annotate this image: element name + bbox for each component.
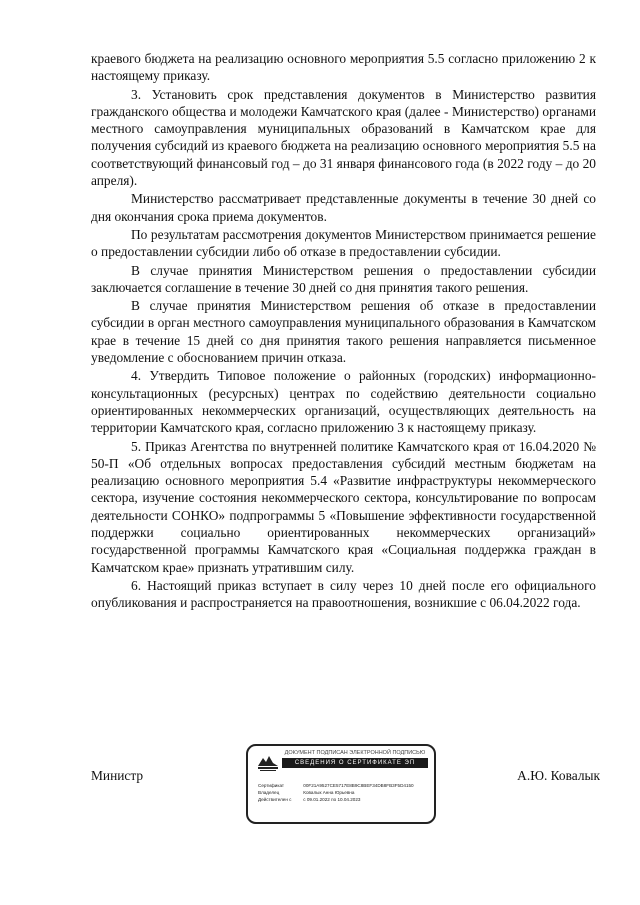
stamp-title: ДОКУМЕНТ ПОДПИСАН ЭЛЕКТРОННОЙ ПОДПИСЬЮ	[284, 750, 426, 756]
paragraph-9: 6. Настоящий приказ вступает в силу через 10 дней после его официального опубликования и распространяется на правоотношения, возникшие с 06.04.2022 года.	[91, 577, 596, 611]
stamp-value: с 09.01.2022 по 10.04.2023	[303, 797, 361, 802]
signatory-position: Министр	[91, 768, 144, 783]
stamp-header-bar: СВЕДЕНИЯ О СЕРТИФИКАТЕ ЭП	[282, 758, 428, 768]
paragraph-5: В случае принятия Министерством решения о предоставлении субсидии заключается соглашение в течение 30 дней со дня принятия такого решения.	[91, 262, 596, 295]
paragraph-8: 5. Приказ Агентства по внутренней политике Камчатского края от 16.04.2020 № 50-П «Об отдельных вопросах предоставления субсидий местным бюджетам на реализацию основного мероприятия 5.4 «Развитие инфраструктуры некоммерческого сектора, изучение состояния некоммерческого сектора, консультирование по вопросам деятельности СОНКО» подпрограммы 5 «Повышение эффективности государственной поддержки социально ориентированных некоммерческих организаций» государственной программы Камчатского края «Социальная поддержка граждан в Камчатском крае» признать утратившим силу.	[91, 438, 596, 575]
paragraph-6: В случае принятия Министерством решения об отказе в предоставлении субсидии в орган местного самоуправления муниципального образования в Камчатском крае в течение 15 дней со дня принятия такого решения направляется письменное уведомление с обоснованием причин отказа.	[91, 298, 596, 366]
paragraph-1: краевого бюджета на реализацию основного мероприятия 5.5 согласно приложению 2 к настоящему приказу.	[91, 51, 596, 84]
stamp-row-owner	[258, 789, 428, 796]
paragraph-7: 4. Утвердить Типовое положение о районных (городских) информационно-консультационных (ресурсных) центрах по содействию деятельности социально ориентированных некоммерческих организаций, осуществляющих деятельность на территории Камчатского края, согласно приложению 3 к настоящему приказу.	[91, 368, 596, 436]
paragraph-3: Министерство рассматривает представленные документы в течение 30 дней со дня окончания срока приема документов.	[91, 191, 596, 224]
stamp-details	[258, 782, 428, 803]
paragraph-4: По результатам рассмотрения документов Министерством принимается решение о предоставлении субсидии либо об отказе в предоставлении субсидии.	[91, 226, 596, 260]
stamp-value: 00F21A9527CE5717E8B9C8BEF34DB8FB3F5D4150	[303, 783, 414, 788]
stamp-row-certificate	[258, 782, 428, 789]
electronic-signature-stamp	[246, 744, 436, 824]
paragraph-2: 3. Установить срок представления документов в Министерство развития гражданского общества и молодежи Камчатского края (далее - Министерство) органами местного самоуправления муниципальных образований в Камчатском крае для получения субсидий из краевого бюджета на реализацию основного мероприятия 5.5 на соответствующий финансовый год – до 31 января финансового года (в 2022 году – до 20 апреля).	[91, 86, 596, 189]
signatory-name: А.Ю. Ковалык	[517, 768, 600, 783]
stamp-key: Действителен с	[258, 797, 292, 802]
coat-of-arms-icon	[256, 752, 280, 772]
document-body	[91, 50, 596, 613]
stamp-key: Владелец	[258, 790, 280, 795]
stamp-value: Ковалык Анна Юрьевна	[303, 790, 355, 795]
stamp-key: Сертификат	[258, 783, 285, 788]
stamp-row-validity	[258, 796, 428, 803]
